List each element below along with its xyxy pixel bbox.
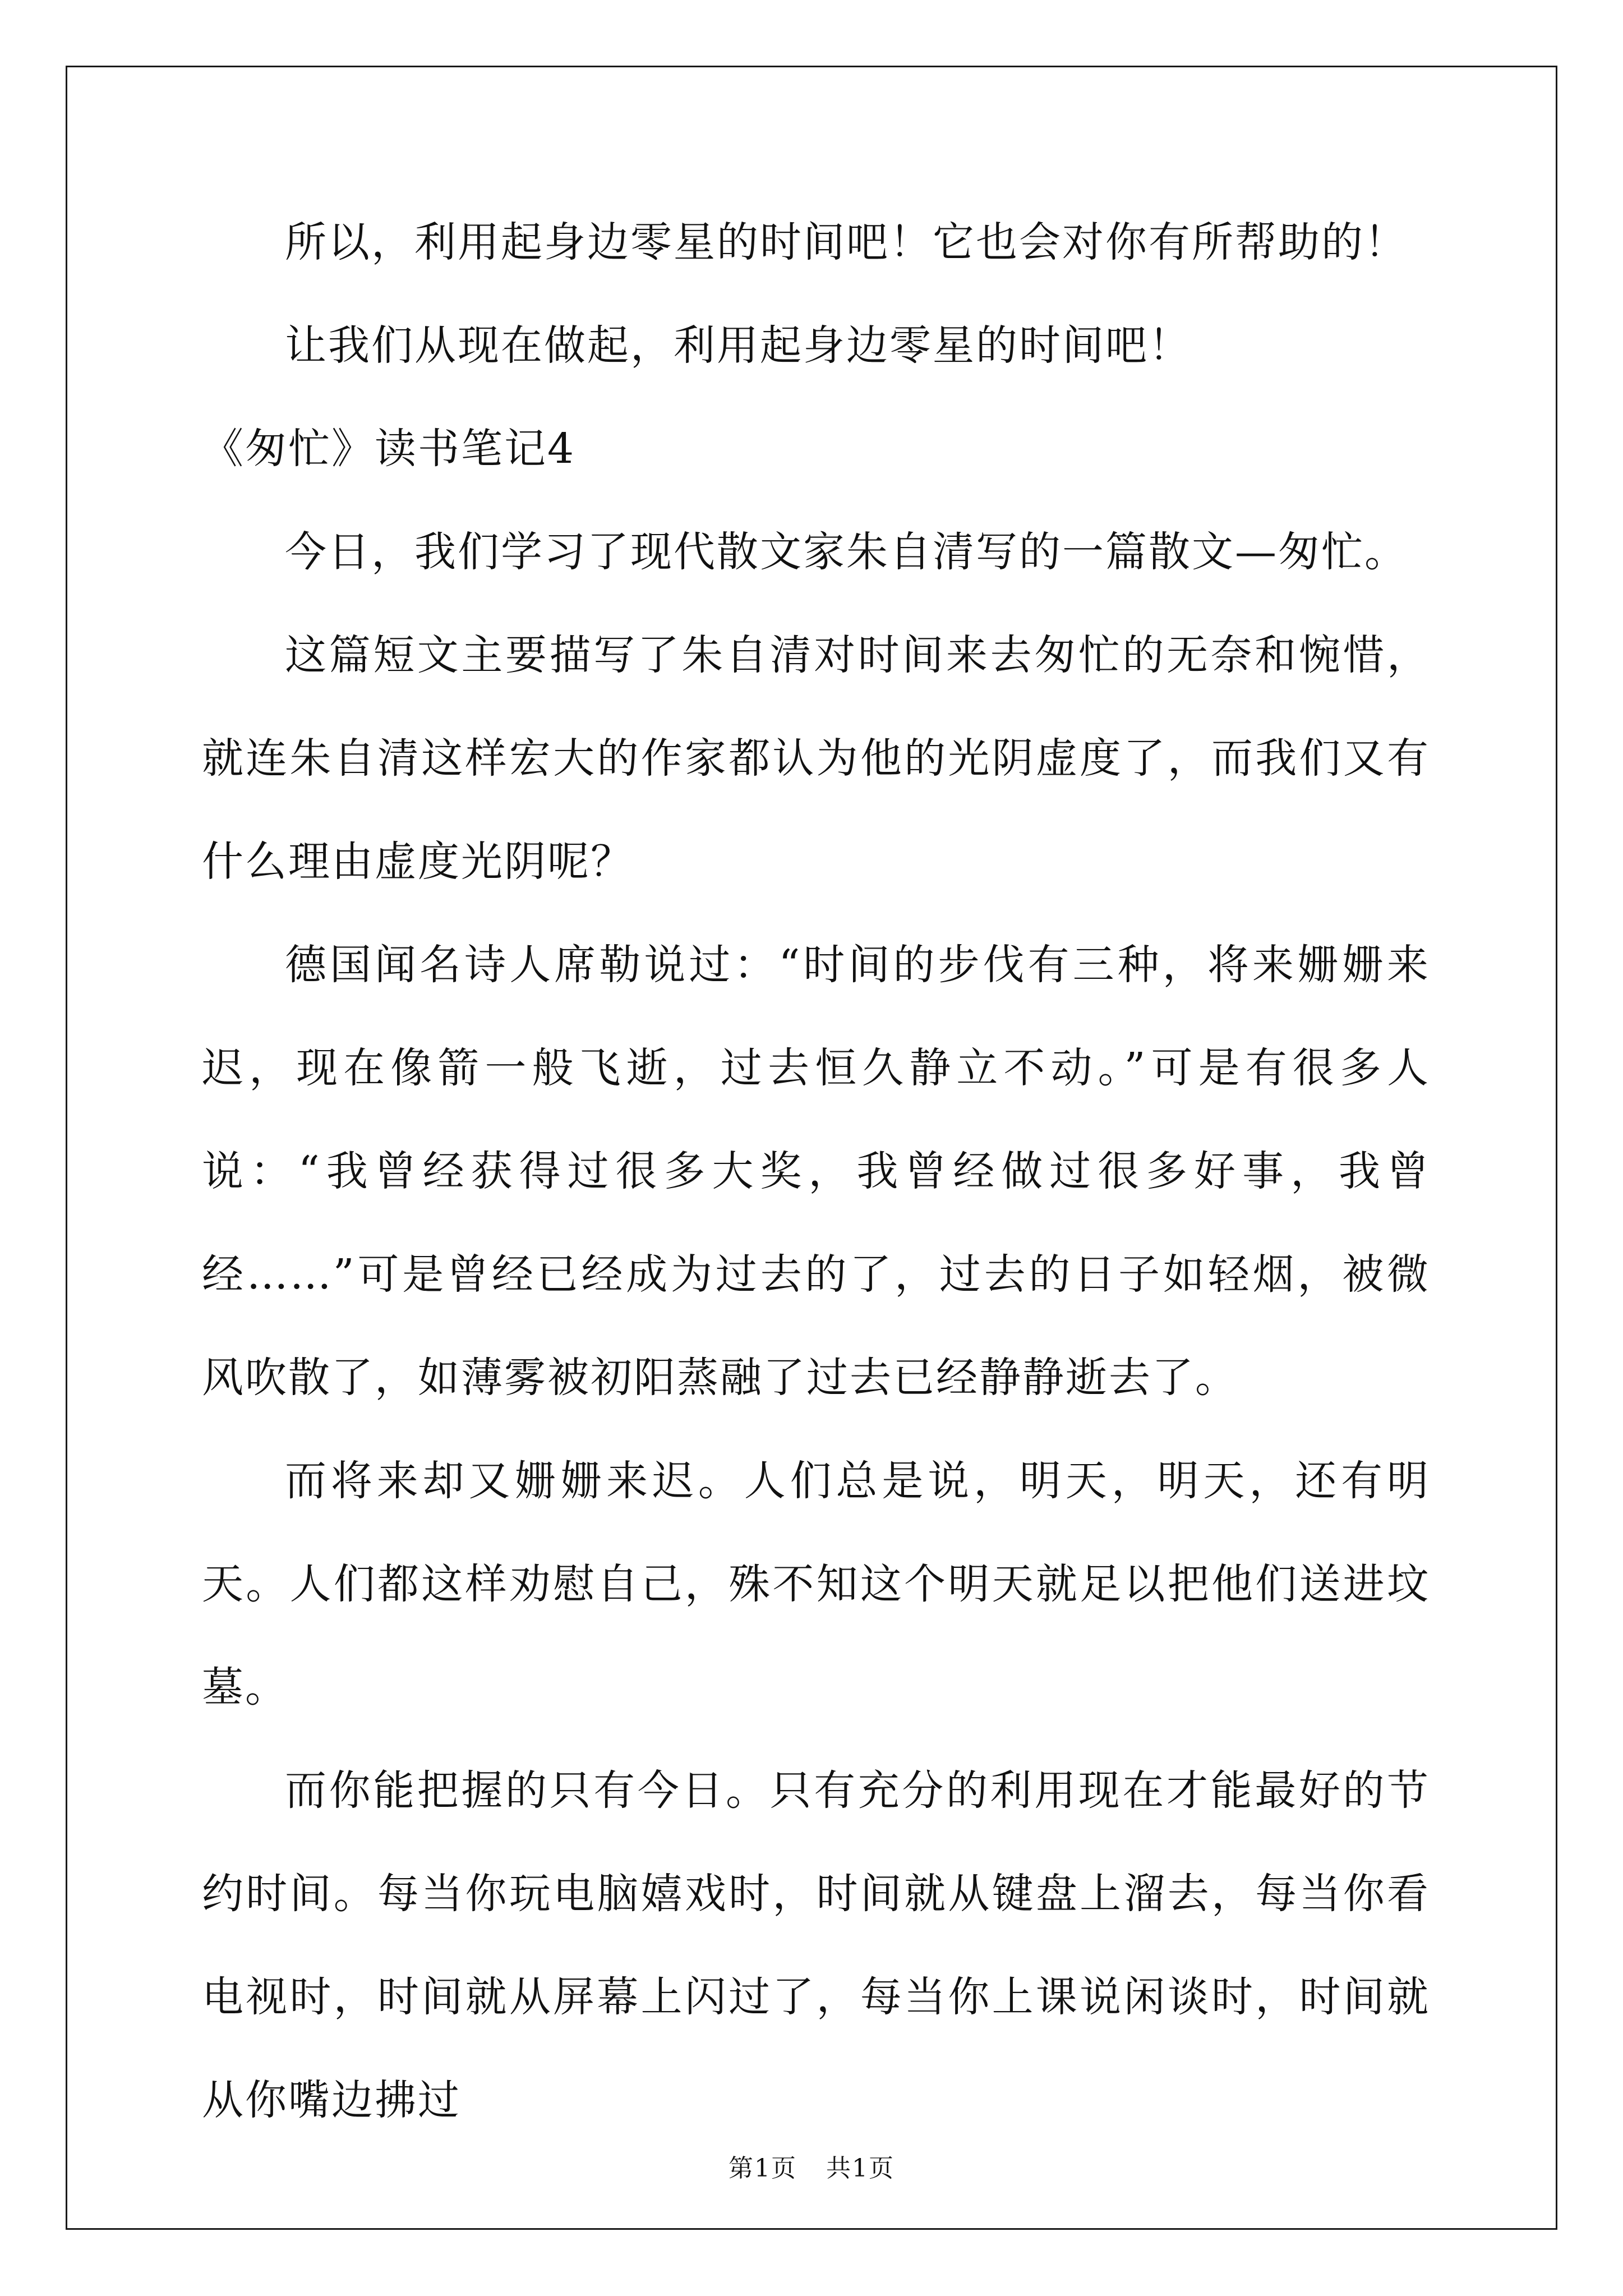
section-title: 《匆忙》读书笔记4 [202,425,576,473]
paragraph: 德国闻名诗人席勒说过：“时间的步伐有三种，将来姗姗来迟，现在像箭一般飞逝，过去恒久静立不动。”可是有很多人说：“我曾经获得过很多大奖，我曾经做过很多好事，我曾经……”可是曾经已经成为过去的了，过去的日子如轻烟，被微风吹散了，如薄雾被初阳蒸融了过去已经静静逝去了。 [202,941,1430,1402]
paragraph: 而你能把握的只有今日。只有充分的利用现在才能最好的节约时间。每当你玩电脑嬉戏时，时间就从键盘上溜去，每当你看电视时，时间就从屏幕上闪过了，每当你上课说闲谈时，时间就从你嘴边拂过 [202,1766,1430,2124]
document-body [202,191,1430,2152]
paragraph: 这篇短文主要描写了朱自清对时间来去匆忙的无奈和惋惜，就连朱自清这样宏大的作家都认为他的光阴虚度了，而我们又有什么理由虚度光阴呢？ [202,631,1430,886]
paragraph: 所以，利用起身边零星的时间吧！它也会对你有所帮助的！ [285,218,1408,266]
page-total: 共1页 [826,2154,895,2183]
paragraph: 今日，我们学习了现代散文家朱自清写的一篇散文—匆忙。 [285,528,1408,576]
paragraph: 让我们从现在做起，利用起身边零星的时间吧！ [285,321,1192,370]
paragraph: 而将来却又姗姗来迟。人们总是说，明天，明天，还有明天。人们都这样劝慰自己，殊不知这个明天就足以把他们送进坟墓。 [202,1457,1430,1711]
page-number: 第1页 [728,2154,797,2183]
page-footer [0,2153,1623,2184]
